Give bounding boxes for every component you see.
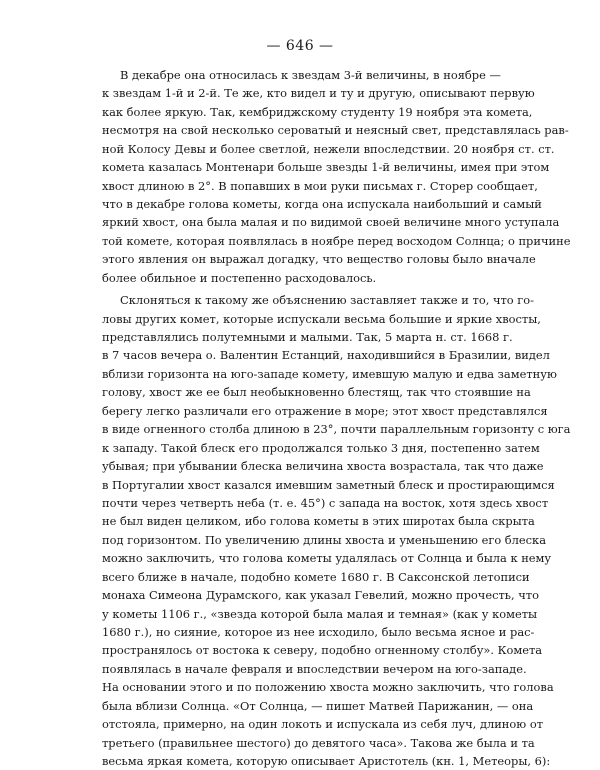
text-line: ной Колосу Девы и более светлой, нежели впоследствии. 20 ноября ст. ст. — [102, 141, 555, 156]
text-line: к звездам 1-й и 2-й. Те же, кто видел и ту и другую, описывают первую — [102, 86, 535, 101]
text-line: пространялось от востока к северу, подобно огненному столбу». Комета — [102, 643, 543, 658]
text-line: этого явления он выражал догадку, что вещество головы было вначале — [102, 252, 536, 267]
text-line: что в декабре голова кометы, когда она испускала наибольший и самый — [102, 197, 542, 212]
text-line: 1680 г.), но сияние, которое из нее исходило, было весьма ясное и рас- — [102, 624, 535, 639]
text-line: В декабре она относилась к звездам 3-й величины, в ноябре — — [120, 68, 501, 82]
text-line: На основании этого и по положению хвоста можно заключить, что голова — [102, 680, 554, 695]
text-line: к западу. Такой блеск его продолжался только 3 дня, постепенно затем — [102, 440, 540, 455]
text-line: яркий хвост, она была малая и по видимой своей величине много уступала — [102, 215, 560, 230]
text-line: всего ближе в начале, подобно комете 1680 г. В Саксонской летописи — [102, 569, 530, 584]
text-line: голову, хвост же ее был необыкновенно блестящ, так что стоявшие на — [102, 385, 531, 400]
text-line: была вблизи Солнца. «От Солнца, — пишет Матвей Парижанин, — она — [102, 698, 534, 713]
text-line: в Португалии хвост казался имевшим заметный блеск и простирающимся — [102, 477, 555, 492]
text-line: несмотря на свой несколько сероватый и неясный свет, представлялась рав- — [102, 123, 569, 138]
text-line: монаха Симеона Дурамского, как указал Гевелий, можно прочесть, что — [102, 588, 539, 603]
text-line: вблизи горизонта на юго-западе комету, имевшую малую и едва заметную — [102, 366, 557, 381]
text-line: ловы других комет, которые испускали весьма большие и яркие хвосты, — [102, 311, 541, 326]
page-number: — 646 — — [266, 38, 334, 54]
text-line: можно заключить, что голова кометы удалялась от Солнца и была к нему — [102, 551, 552, 566]
text-line: появлялась в начале февраля и впоследствии вечером на юго-западе. — [102, 661, 527, 676]
text-line: весьма яркая комета, которую описывает Аристотель (кн. 1, Метеоры, 6): — [102, 754, 551, 768]
text-line: более обильное и постепенно расходовалось. — [102, 270, 377, 285]
text-line: почти через четверть неба (т. е. 45°) с запада на восток, хотя здесь хвост — [102, 495, 549, 510]
text-line: как более яркую. Так, кембриджскому студенту 19 ноября эта комета, — [102, 104, 533, 119]
text-line: в виде огненного столба длиною в 23°, почти параллельным горизонту с юга — [102, 422, 571, 437]
text-line: не был виден целиком, ибо голова кометы в этих широтах была скрыта — [102, 514, 535, 529]
text-line: под горизонтом. По увеличению длины хвоста и уменьшению его блеска — [102, 532, 546, 547]
text-line: третьего (правильнее шестого) до девятого часа». Такова же была и та — [102, 735, 535, 750]
text-line: комета казалась Монтенари больше звезды 1-й величины, имея при этом — [102, 160, 550, 175]
text-line: берегу легко различали его отражение в море; этот хвост представлялся — [102, 403, 548, 418]
text-line: той комете, которая появлялась в ноябре перед восходом Солнца; о причине — [102, 233, 571, 248]
text-line: у кометы 1106 г., «звезда которой была малая и темная» (как у кометы — [102, 606, 538, 621]
text-line: убывая; при убывании блеска величина хвоста возрастала, так что даже — [102, 459, 544, 474]
text-line: представлялись полутемными и малыми. Так, 5 марта н. ст. 1668 г. — [102, 330, 513, 345]
text-line: в 7 часов вечера о. Валентин Естанций, находившийся в Бразилии, видел — [102, 348, 550, 363]
text-line: Склоняться к такому же объяснению заставляет также и то, что го- — [120, 293, 535, 308]
text-line: отстояла, примерно, на один локоть и испускала из себя луч, длиною от — [102, 717, 544, 732]
text-line: хвост длиною в 2°. В попавших в мои руки письмах г. Сторер сообщает, — [102, 178, 538, 193]
